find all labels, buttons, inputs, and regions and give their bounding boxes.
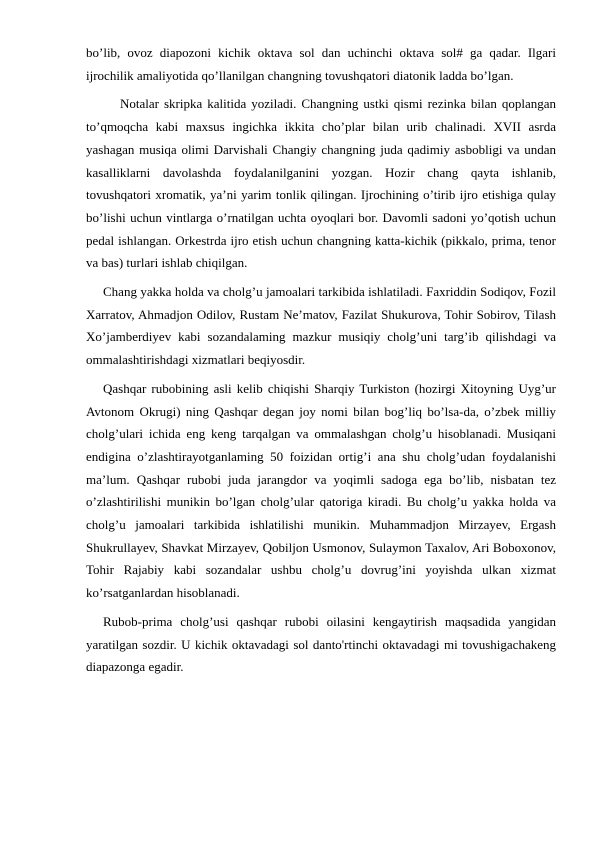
paragraph-1: bo’lib, ovoz diapozoni kichik oktava sol dan uchinchi oktava sol# ga qadar. Ilgari ijrochilik amaliyotida qo’llanilgan changning tovushqatori diatonik ladda bo’lgan. bbox=[86, 45, 556, 83]
paragraph-3: Chang yakka holda va cholg’u jamoalari tarkibida ishlatiladi. Faxriddin Sodiqov, Fozil Xarratov, Ahmadjon Odilov, Rustam Ne’matov, Fazilat Shukurova, Tohir Sobirov, Tilash Xo’jamberdiyev kabi sozandalaming mazkur musiqiy cholg’uni targ’ib qilishdagi va ommalashtirishdagi xizmatlari beqiyosdir. bbox=[86, 284, 556, 368]
document-page bbox=[86, 42, 556, 685]
paragraph-2: Notalar skripka kalitida yoziladi. Changning ustki qismi rezinka bilan qoplangan to’qmoqcha kabi maxsus ingichka ikkita cho’plar bilan urib chalinadi. XVII asrda yashagan musiqa olimi Darvishali Changiy changning juda qadimiy asbobligi va undan kasalliklarni davolashda foydalanilganini yozgan. Hozir chang qayta ishlanib, tovushqatori xromatik, ya’ni yarim tonlik qilingan. Ijrochining o’tirib ijro etishiga qulay bo’lishi uchun vintlarga o’rnatilgan uchta oyoqlari bor. Davomli sadoni yo’qotish uchun pedal ishlangan. Orkestrda ijro etish uchun changning katta-kichik (pikkalo, prima, tenor va bas) turlari ishlab chiqilgan. bbox=[86, 96, 556, 271]
paragraph-5: Rubob-prima cholg’usi qashqar rubobi oilasini kengaytirish maqsadida yangidan yaratilgan sozdir. U kichik oktavadagi sol danto'rtinchi oktavadagi mi tovushigachakeng diapazonga egadir. bbox=[86, 613, 556, 675]
paragraph-4: Qashqar rubobining asli kelib chiqishi Sharqiy Turkiston (hozirgi Xitoyning Uyg’ur Avtonom Okrugi) ning Qashqar degan joy nomi bilan bog’liq bo’lsa-da, o’zbek milliy cholg’ulari ichida eng keng tarqalgan va ommalashgan cholg’u hisoblanadi. Musiqani endigina o’zlashtirayotganlaming 50 foizidan ortig’i ana shu cholg’udan foydalanishi ma’lum. Qashqar rubobi juda jarangdor va yoqimli sadoga ega bo’lib, nisbatan tez o’zlashtirilishi munikin bo’lgan cholg’ular qatoriga kiradi. Bu cholg’u yakka holda va cholg’u jamoalari tarkibida ishlatilishi munikin. Muhammadjon Mirzayev, Ergash Shukrullayev, Shavkat Mirzayev, Qobiljon Usmonov, Sulaymon Taxalov, Ari Boboxonov, Tohir Rajabiy kabi sozandalar ushbu cholg’u dovrug’ini yoyishda ulkan xizmat ko’rsatganlardan hisoblanadi. bbox=[86, 380, 556, 601]
